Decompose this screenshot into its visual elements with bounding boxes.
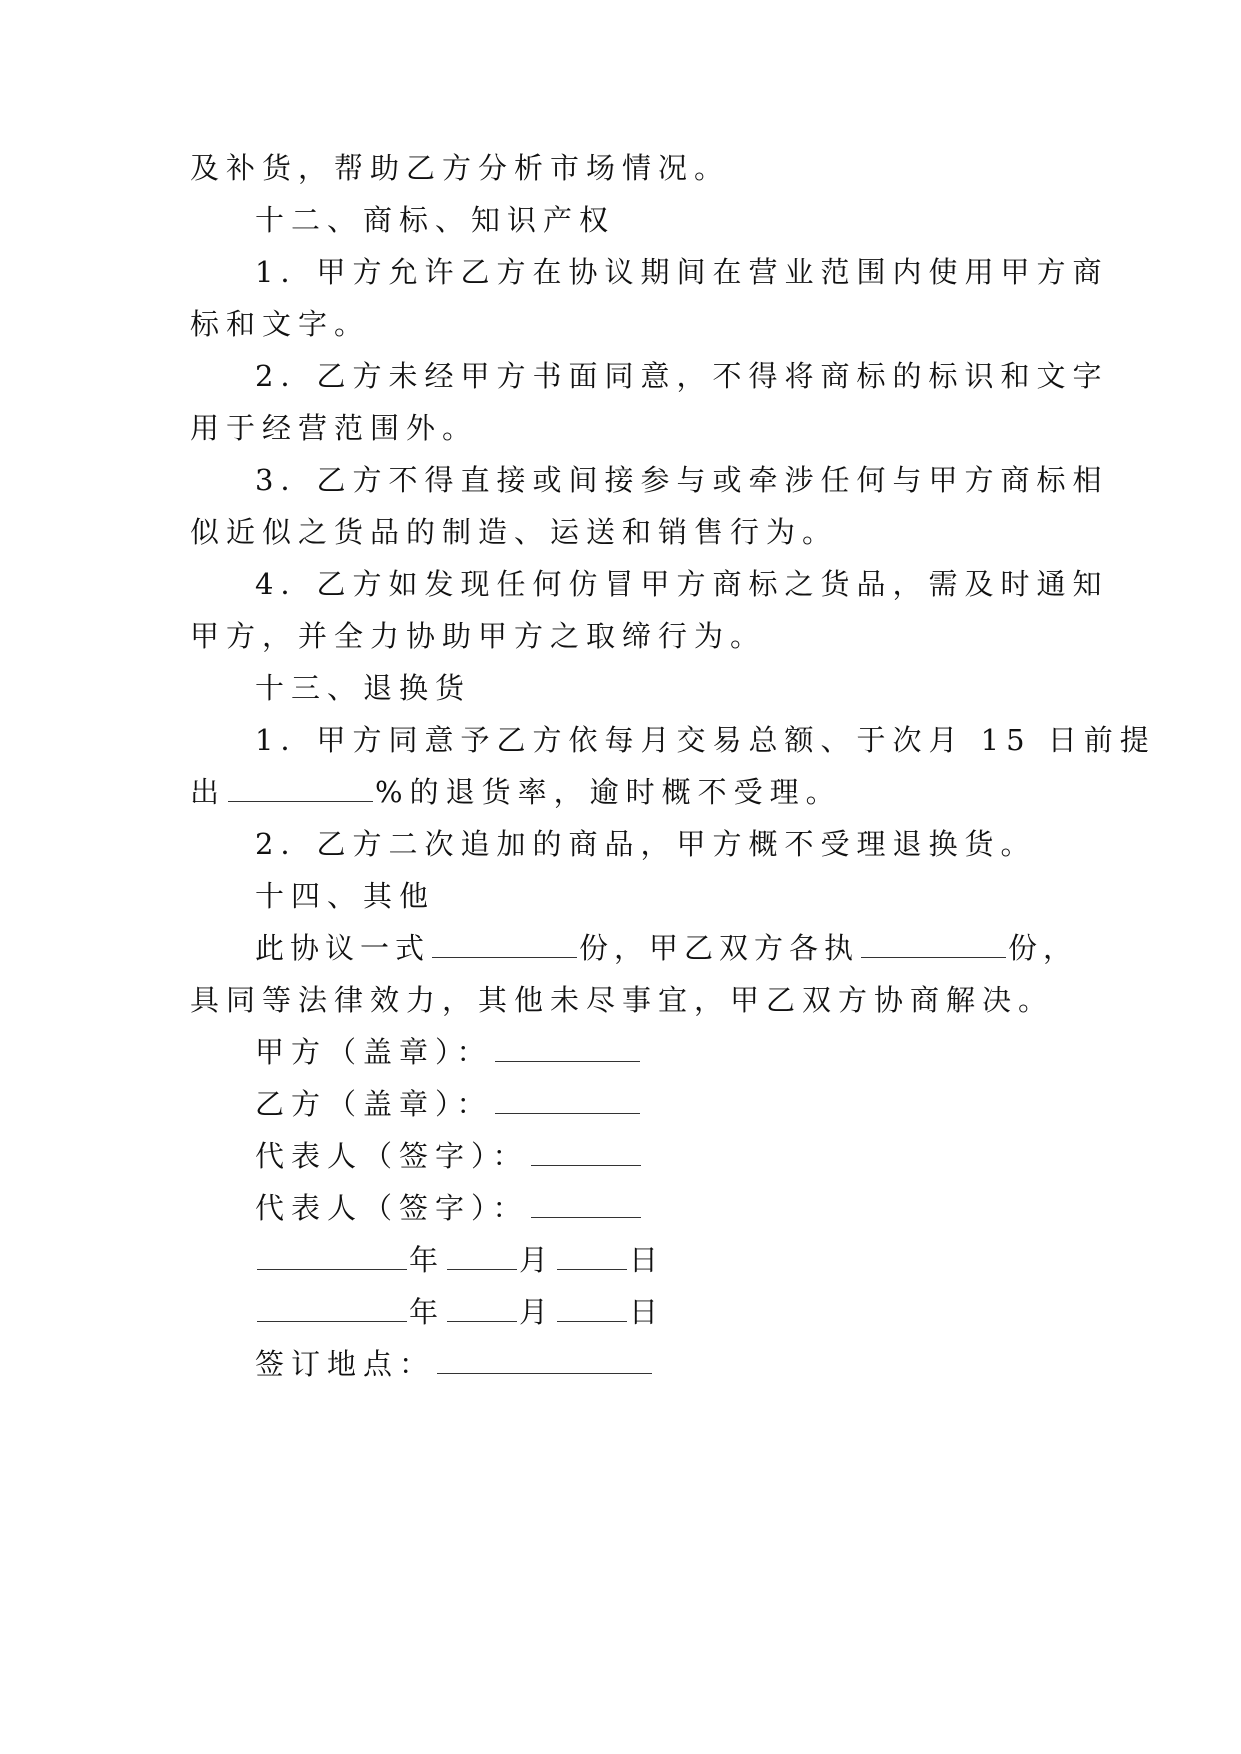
other-clause-line-2: 具同等法律效力，其他未尽事宜，甲乙双方协商解决。 bbox=[190, 983, 1055, 1017]
party-a-seal-blank bbox=[495, 1033, 640, 1062]
signing-place-blank bbox=[437, 1345, 652, 1374]
representative-a-line bbox=[255, 1136, 1115, 1176]
day-label: 日 bbox=[629, 1243, 666, 1277]
clause-12-3-line-1: 3．乙方不得直接或间接参与或牵涉任何与甲方商标相 bbox=[255, 463, 1109, 497]
return-rate-blank bbox=[228, 773, 373, 802]
signing-place-line bbox=[255, 1344, 1115, 1384]
other-clause-line-1 bbox=[255, 928, 1115, 968]
clause-12-4-line-1: 4．乙方如发现任何仿冒甲方商标之货品，需及时通知 bbox=[255, 567, 1109, 601]
party-b-seal-label: 乙方（盖章）： bbox=[255, 1087, 493, 1121]
section-heading-14: 十四、其他 bbox=[255, 879, 436, 913]
representative-b-label: 代表人（签字）： bbox=[255, 1191, 529, 1225]
representative-a-blank bbox=[531, 1137, 641, 1166]
day-blank bbox=[557, 1241, 627, 1270]
party-b-seal-blank bbox=[495, 1085, 640, 1114]
date-line-a bbox=[255, 1240, 1115, 1280]
year-label: 年 bbox=[409, 1243, 446, 1277]
year-label: 年 bbox=[409, 1295, 446, 1329]
text-segment: %的退货率，逾时概不受理。 bbox=[375, 775, 842, 809]
text-segment: 此协议一式 bbox=[255, 931, 431, 965]
year-blank bbox=[257, 1241, 407, 1270]
party-a-seal-line bbox=[255, 1032, 1115, 1072]
representative-a-label: 代表人（签字）： bbox=[255, 1139, 529, 1173]
party-a-seal-label: 甲方（盖章）： bbox=[255, 1035, 493, 1069]
text-segment: 份， bbox=[1008, 931, 1079, 965]
clause-12-2-line-2: 用于经营范围外。 bbox=[190, 411, 479, 445]
clause-12-4-line-2: 甲方，并全力协助甲方之取缔行为。 bbox=[190, 619, 767, 653]
clause-13-1-line-1: 1．甲方同意予乙方依每月交易总额、于次月 15 日前提 bbox=[255, 723, 1156, 757]
text-segment: 份，甲乙双方各执 bbox=[579, 931, 860, 965]
clause-12-1-line-1: 1．甲方允许乙方在协议期间在营业范围内使用甲方商 bbox=[255, 255, 1109, 289]
representative-b-blank bbox=[531, 1189, 641, 1218]
text-segment: 出 bbox=[190, 775, 227, 809]
clause-13-2: 2．乙方二次追加的商品，甲方概不受理退换货。 bbox=[255, 827, 1037, 861]
clause-12-1-line-2: 标和文字。 bbox=[190, 307, 371, 341]
paragraph-line: 及补货，帮助乙方分析市场情况。 bbox=[190, 151, 731, 185]
clause-12-2-line-1: 2．乙方未经甲方书面同意，不得将商标的标识和文字 bbox=[255, 359, 1109, 393]
month-blank bbox=[447, 1241, 517, 1270]
copies-total-blank bbox=[432, 929, 577, 958]
month-blank bbox=[447, 1293, 517, 1322]
day-blank bbox=[557, 1293, 627, 1322]
party-b-seal-line bbox=[255, 1084, 1115, 1124]
copies-each-blank bbox=[861, 929, 1006, 958]
section-heading-13: 十三、退换货 bbox=[255, 671, 472, 705]
month-label: 月 bbox=[519, 1295, 556, 1329]
date-line-b bbox=[255, 1292, 1115, 1332]
clause-13-1-line-2 bbox=[190, 772, 1050, 812]
signing-place-label: 签订地点： bbox=[255, 1347, 436, 1381]
section-heading-12: 十二、商标、知识产权 bbox=[255, 203, 616, 237]
representative-b-line bbox=[255, 1188, 1115, 1228]
clause-12-3-line-2: 似近似之货品的制造、运送和销售行为。 bbox=[190, 515, 839, 549]
month-label: 月 bbox=[519, 1243, 556, 1277]
year-blank bbox=[257, 1293, 407, 1322]
day-label: 日 bbox=[629, 1295, 666, 1329]
